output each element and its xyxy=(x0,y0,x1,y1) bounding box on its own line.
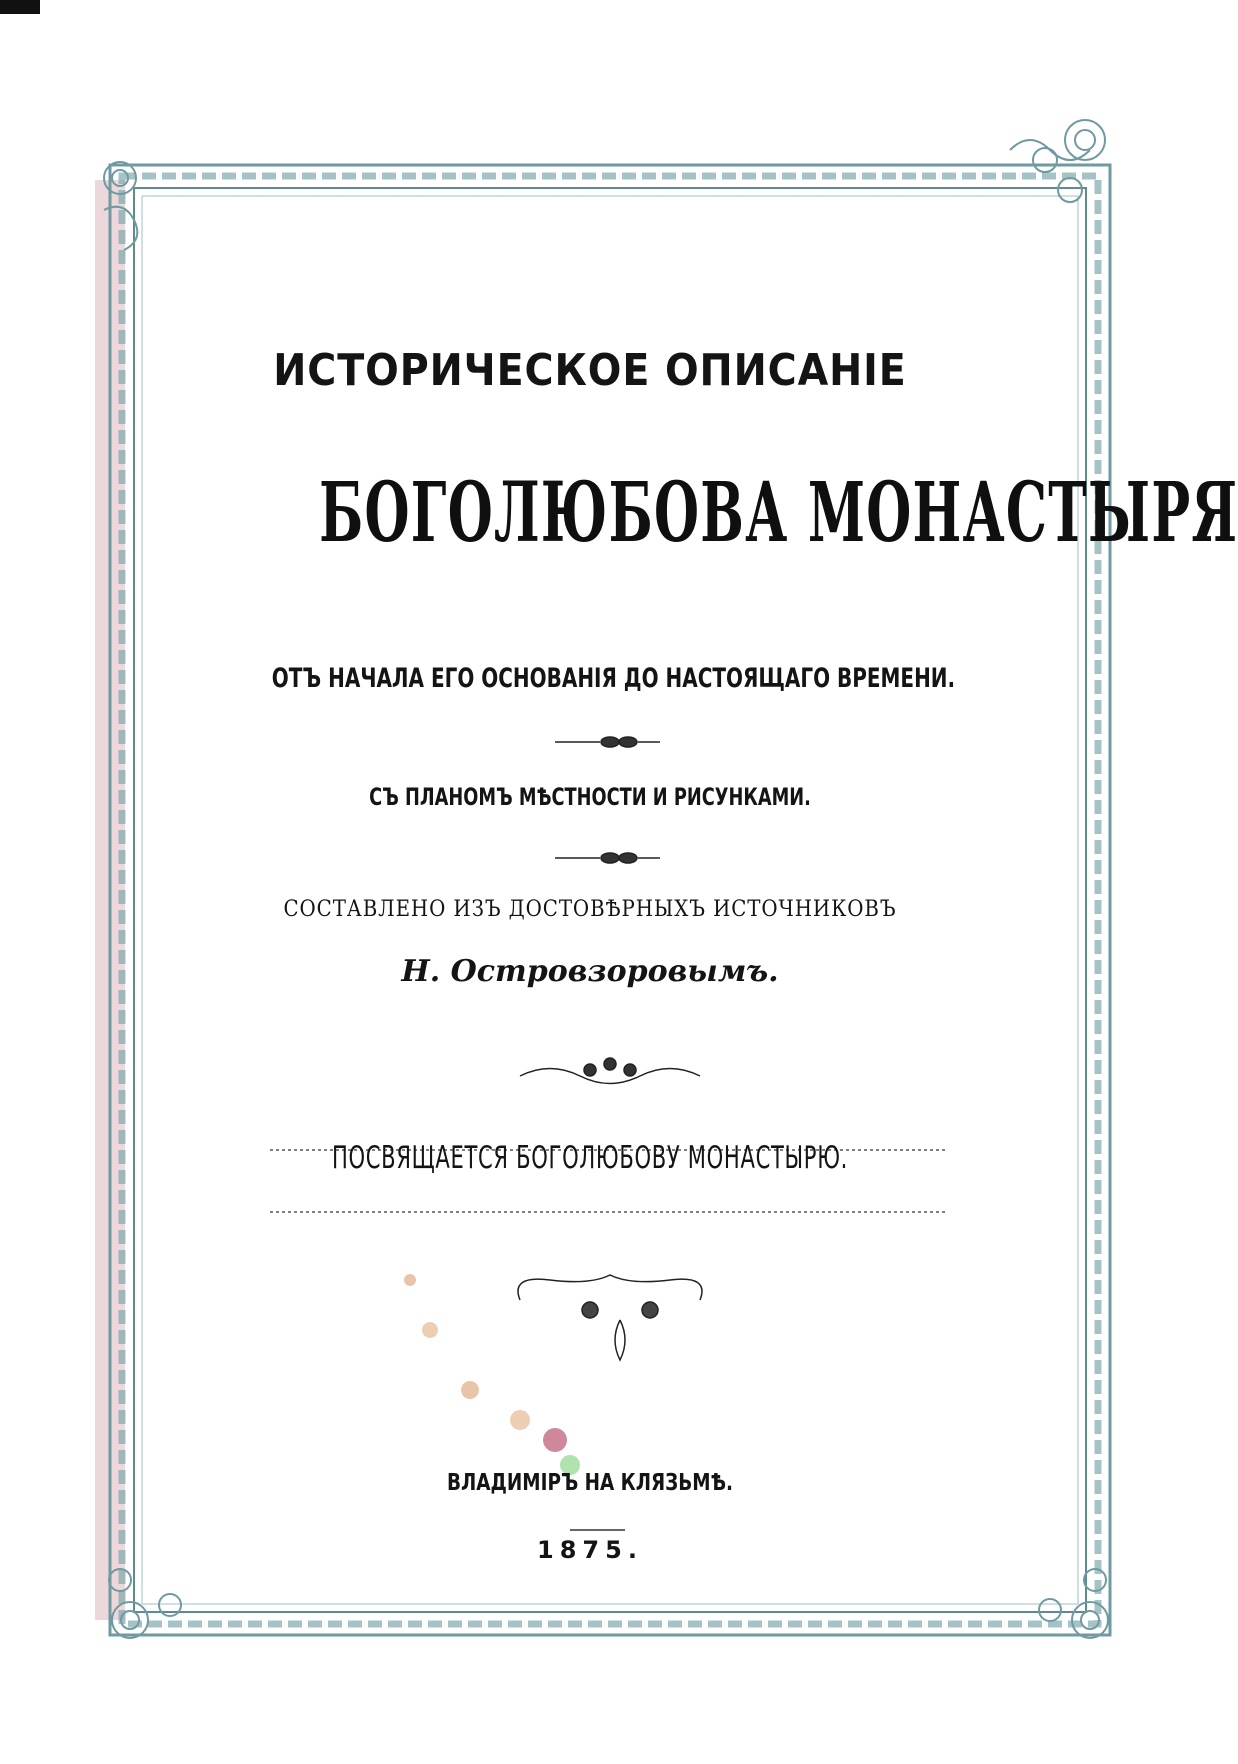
corner-ornament-top-right xyxy=(1010,120,1105,202)
year: 1875. xyxy=(537,1536,643,1564)
place: ВЛАДИМІРЪ НА КЛЯЗЬМѢ. xyxy=(446,1470,734,1496)
main-title: БОГОЛЮБОВА МОНАСТЫРЯ xyxy=(319,465,1238,561)
dedication: ПОСВЯЩАЕТСЯ БОГОЛЮБОВУ МОНАСТЫРЮ. xyxy=(331,1140,849,1176)
author: Н. Островзоровымъ. xyxy=(401,954,779,989)
compiled-from: СОСТАВЛЕНО ИЗЪ ДОСТОВѢРНЫХЪ ИСТОЧНИКОВЪ xyxy=(283,897,897,922)
subtitle: ОТЪ НАЧАЛА ЕГО ОСНОВАНІЯ ДО НАСТОЯЩАГО ВРЕМЕНИ. xyxy=(271,663,956,694)
heading: ИСТОРИЧЕСКОЕ ОПИСАНІЕ xyxy=(273,345,907,396)
title-page-content xyxy=(160,200,1238,1600)
illustrations-note: СЪ ПЛАНОМЪ МѢСТНОСТИ И РИСУНКАМИ. xyxy=(369,783,811,811)
